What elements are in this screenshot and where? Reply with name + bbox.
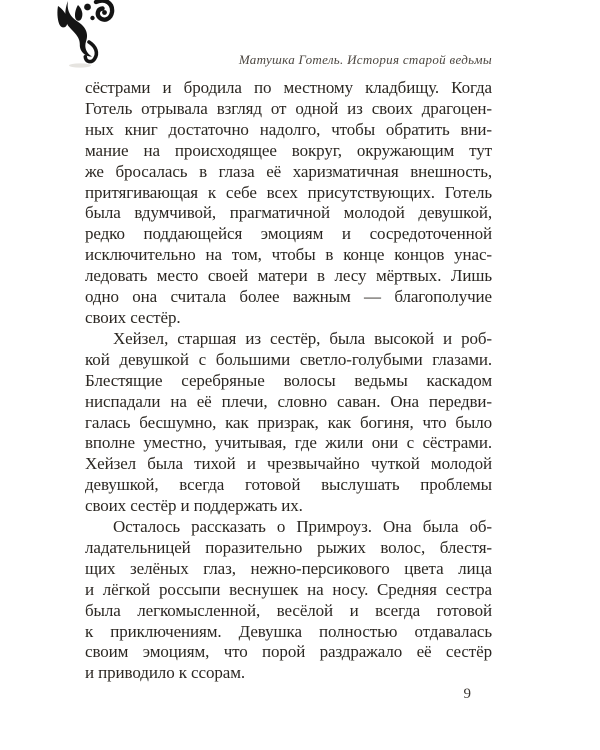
text-line: ных книг достаточно надолго, чтобы обратить вни- (85, 119, 492, 139)
text-line: же бросалась в глаза её харизматичная внешность, (85, 161, 492, 181)
text-line: галась бесшумно, как призрак, как богиня, что было (85, 412, 492, 432)
text-line: ледовать место своей матери в лесу мёртвых. Лишь (85, 266, 492, 286)
running-header: Матушка Готель. История старой ведьмы (238, 52, 492, 67)
text-line: ниспадали на её плечи, словно саван. Она передви- (85, 391, 492, 411)
text-line: была легкомысленной, весёлой и всегда готовой (85, 600, 492, 620)
text-line: Хейзел, старшая из сестёр, была высокой и роб- (113, 328, 492, 348)
text-line: Готель отрывала взгляд от одной из своих драгоцен- (85, 98, 492, 118)
text-line: Блестящие серебряные волосы ведьмы каскадом (85, 370, 492, 390)
text-line: своим эмоциям, что порой раздражало её сестёр (85, 642, 492, 662)
text-line: Осталось рассказать о Примроуз. Она была об- (113, 517, 492, 537)
text-line: мание на происходящее вокруг, окружающим тут (85, 140, 492, 160)
text-line: притягивающая к себе всех присутствующих. Готель (85, 182, 492, 202)
body-text (85, 78, 492, 684)
text-line: сёстрами и бродила по местному кладбищу. Когда (85, 78, 492, 97)
text-line: кой девушкой с большими светло-голубыми глазами. (85, 349, 492, 369)
text-line: девушкой, всегда готовой выслушать проблемы (85, 475, 492, 495)
text-line: своих сестёр. (85, 307, 181, 327)
text-line: ладательницей поразительно рыжих волос, блестя- (85, 537, 492, 557)
text-line: вполне уместно, учитывая, где жили они с сёстрами. (85, 433, 492, 453)
text-line: щих зелёных глаз, нежно-персикового цвета лица (85, 558, 492, 578)
text-line: своих сестёр и поддержать их. (85, 496, 303, 516)
text-line: одно она считала более важным — благополучие (85, 287, 492, 307)
text-line: к приключениям. Девушка полностью отдавалась (85, 621, 492, 641)
text-line: была вдумчивой, прагматичной молодой девушкой, (85, 203, 492, 223)
text-line: Хейзел была тихой и чрезвычайно чуткой молодой (85, 454, 492, 474)
text-line: исключительно на том, чтобы в конце концов унас- (85, 245, 492, 265)
text-line: и лёгкой россыпи веснушек на носу. Средняя сестра (85, 579, 492, 599)
text-line: и приводило к ссорам. (85, 663, 245, 683)
text-line: редко поддающейся эмоциям и сосредоточенной (85, 224, 492, 244)
page-number: 9 (463, 686, 471, 702)
